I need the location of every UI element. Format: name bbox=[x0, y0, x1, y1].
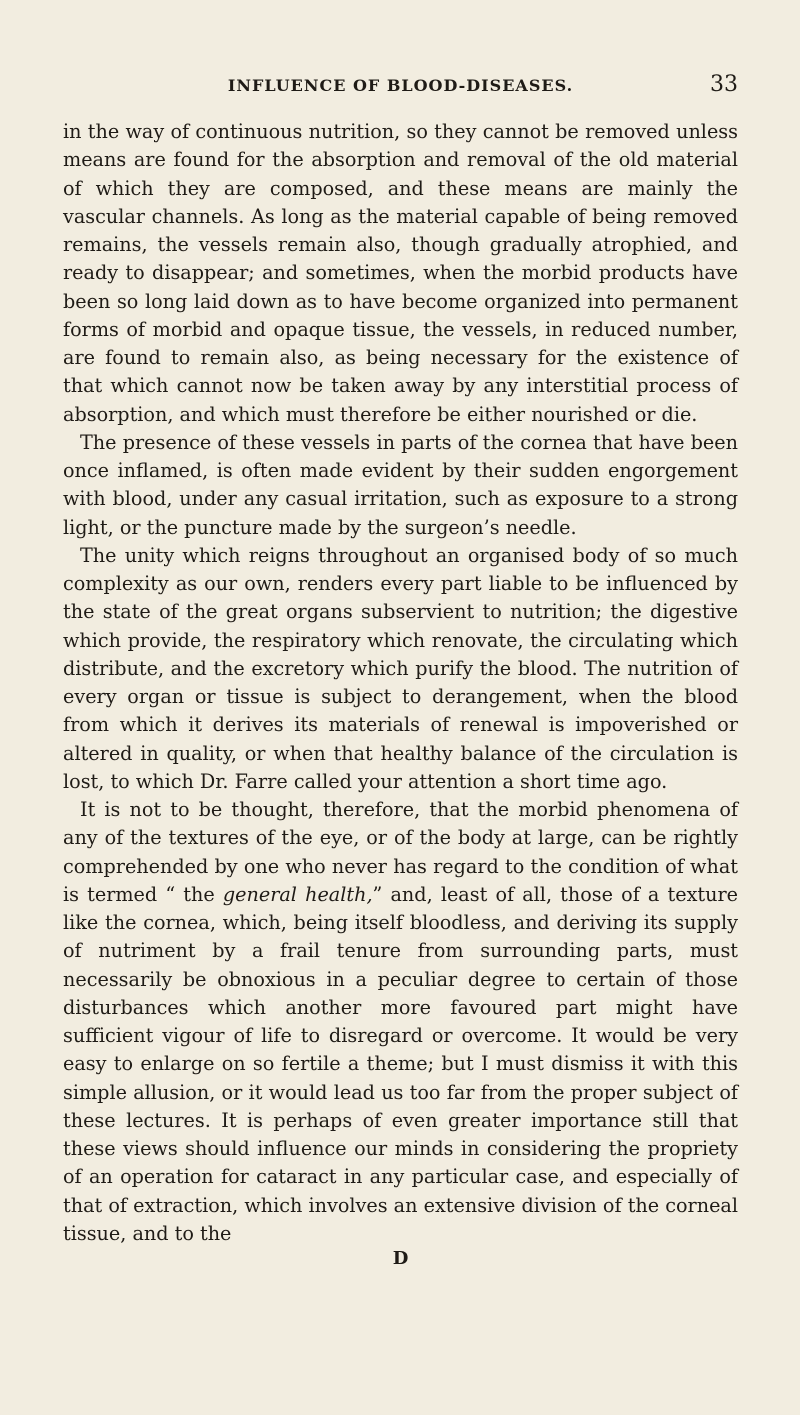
paragraph-4 bbox=[63, 796, 738, 1248]
running-head bbox=[63, 72, 738, 104]
body-text bbox=[63, 118, 738, 1248]
paragraph-4-part-1: It is not to be thought, therefore, that the morbid phenomena of any of the textures of the eye, or of the body at large, can be rightly comprehended by one who never has regard to the condition of what is termed “ the bbox=[63, 798, 738, 906]
paragraph-4-part-2: ” and, least of all, those of a texture like the cornea, which, being itself bloodless, and deriving its supply of nutriment by a frail tenure from surrounding parts, must necessarily be obnoxious in a peculiar degree to certain of those disturbances which another more favoured part might have sufficient vigour of life to disregard or overcome. It would be very easy to enlarge on so fertile a theme; but I must dismiss it with this simple allusion, or it would lead us too far from the proper subject of these lectures. It is perhaps of even greater importance still that these views should influence our minds in considering the propriety of an operation for cataract in any particular case, and especially of that of extraction, which involves an extensive division of the corneal tissue, and to the bbox=[63, 882, 738, 1245]
signature-mark: D bbox=[392, 1248, 409, 1269]
paragraph-1: in the way of continuous nutrition, so they cannot be removed unless means are found for the absorption and removal of the old material of which they are composed, and these means are mainly the vascular channels. As long as the material capable of being removed remains, the vessels remain also, though gradually atrophied, and ready to disappear; and sometimes, when the morbid products have been so long laid down as to have become organized into permanent forms of morbid and opaque tissue, the vessels, in reduced number, are found to remain also, as being necessary for the existence of that which cannot now be taken away by any interstitial process of absorption, and which must therefore be either nourished or die. bbox=[63, 120, 738, 426]
paragraph-4-italic-phrase: general health, bbox=[222, 882, 373, 906]
page-number: 33 bbox=[710, 72, 738, 97]
paragraph-3: The unity which reigns throughout an organised body of so much complexity as our own, renders every part liable to be influenced by the state of the great organs subservient to nutrition; the digestive which provide, the respiratory which renovate, the circulating which distribute, and the excretory which purify the blood. The nutrition of every organ or tissue is subject to derangement, when the blood from which it derives its materials of renewal is impoverished or altered in quality, or when that healthy balance of the circulation is lost, to which Dr. Farre called your attention a short time ago. bbox=[63, 543, 738, 793]
running-title: INFLUENCE OF BLOOD-DISEASES. bbox=[227, 76, 574, 95]
paragraph-2: The presence of these vessels in parts of the cornea that have been once inflamed, is often made evident by their sudden engorgement with blood, under any casual irritation, such as exposure to a strong light, or the puncture made by the surgeon’s needle. bbox=[63, 430, 738, 539]
